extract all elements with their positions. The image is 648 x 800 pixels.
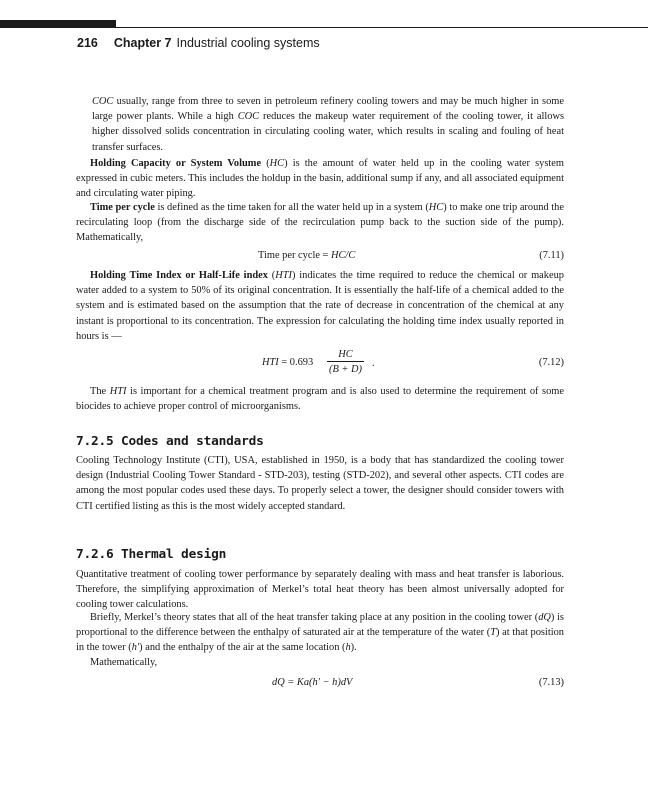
fraction-denominator: (B + D) (329, 364, 362, 375)
equation-number-7-11: (7.11) (539, 250, 564, 261)
chapter-title: Industrial cooling systems (176, 36, 320, 50)
running-head (77, 36, 320, 50)
section-heading-codes: 7.2.5 Codes and standards (76, 434, 264, 449)
fraction-bar (327, 361, 364, 362)
paragraph-holding-capacity: Holding Capacity or System Volume (HC) is the amount of water held up in the cooling water system expressed in cubic meters. This includes the holdup in the basin, additional sump if any, and all associated equipment and circulating water piping. (76, 158, 564, 200)
header-rule (0, 27, 648, 28)
equation-7-11: Time per cycle = HC/C (258, 250, 356, 261)
paragraph-hti-importance: The HTI is important for a chemical treatment program and is also used to determine the requirement of some biocides to achieve proper control of microorganisms. (76, 386, 564, 413)
paragraph-hti: Holding Time Index or Half-Life index (HTI) indicates the time required to reduce the chemical or makeup water added to a system to 50% of its original concentration. It is essentially the half-life of a chemical added to the system and is estimated based on the assumption that the rate of decrease in concentration of the chemical at any instant is proportional to its concentration. The expression for calculating the holding time index usually reported in hours is — (76, 270, 564, 342)
page-number: 216 (77, 36, 98, 50)
equation-7-12-trail: . (372, 358, 375, 369)
paragraph-coc: COC usually, range from three to seven in petroleum refinery cooling towers and may be much higher in some large power plants. While a high COC reduces the makeup water requirement of the cooling tower, it allows higher dissolved solids concentration in circulating cooling water, which results in scaling and fouling of heat transfer surfaces. (92, 96, 564, 153)
chapter-label: Chapter 7 (113, 36, 172, 50)
fraction-numerator: HC (338, 349, 353, 360)
paragraph-time-per-cycle: Time per cycle is defined as the time taken for all the water held up in a system (HC) to make one trip around the recirculating loop (from the discharge side of the recirculation pump back to the suction side of the pump). Mathematically, (76, 202, 564, 244)
paragraph-cti: Cooling Technology Institute (CTI), USA, established in 1950, is a body that has standardized the cooling tower design (Industrial Cooling Tower Standard - STD-203), testing (STD-202), and several other aspects. CTI codes are among the most popular codes used these days. To properly select a tower, the designer should consider towers with CTI certified listing as this is the most widely accepted standard. (76, 455, 564, 512)
paragraph-merkel-theory: Briefly, Merkel’s theory states that all of the heat transfer taking place at any position in the cooling tower (dQ) is proportional to the difference between the enthalpy of saturated air at the temperature of the water (T) at that position in the tower (h′) and the enthalpy of the air at the same location (h). (76, 612, 564, 654)
equation-7-12-lhs: HTI = 0.693 (262, 357, 314, 368)
paragraph-mathematically: Mathematically, (90, 657, 158, 668)
equation-number-7-12: (7.12) (538, 357, 564, 368)
equation-7-12-fraction (327, 349, 364, 375)
section-heading-thermal: 7.2.6 Thermal design (76, 547, 227, 562)
equation-7-13: dQ = Ka(h′ − h)dV (272, 677, 353, 688)
equation-number-7-13: (7.13) (538, 677, 564, 688)
paragraph-merkel-intro: Quantitative treatment of cooling tower performance by separately dealing with mass and heat transfer is laborious. Therefore, the simplifying approximation of Merkel’s total heat theory has been almost universally adopted for cooling tower calculations. (76, 569, 564, 611)
